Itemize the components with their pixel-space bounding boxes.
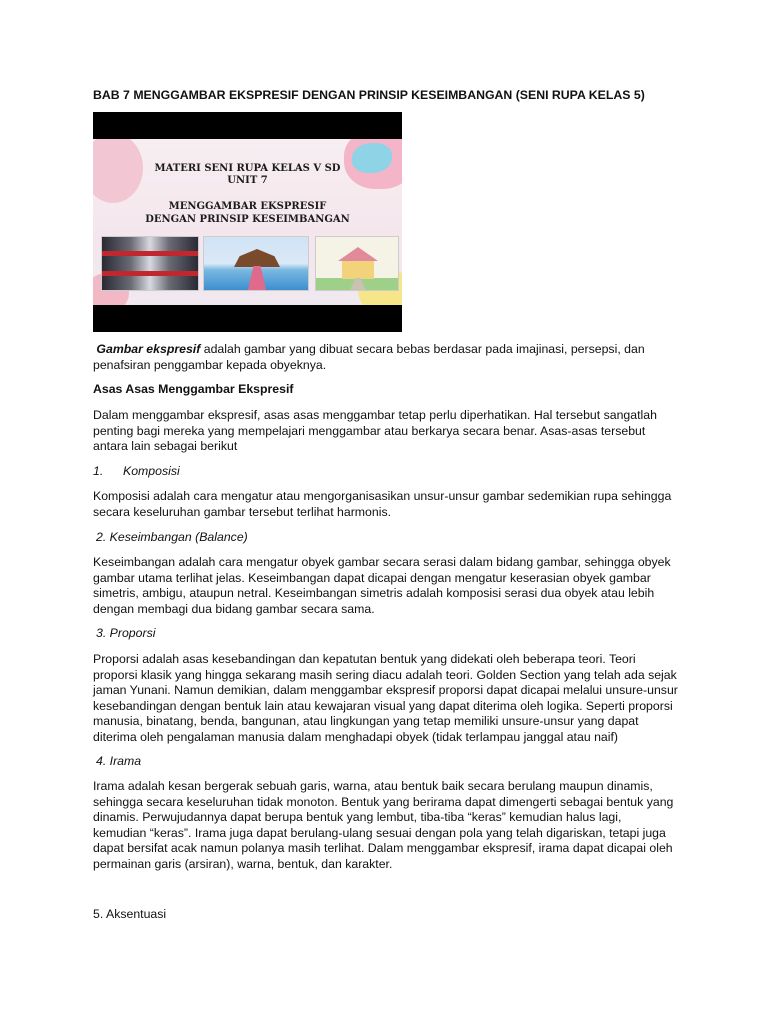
- thumbnail-corridor: [101, 236, 199, 291]
- slide-line-4: DENGAN PRINSIP KESEIMBANGAN: [145, 214, 350, 225]
- path-shape: [248, 266, 266, 290]
- intro-term: Gambar ekspresif: [96, 342, 201, 356]
- thumbnail-pagoda: [203, 236, 309, 291]
- item-4-paragraph: Irama adalah kesan bergerak sebuah garis, warna, atau bentuk baik secara berulang maupun dinamis, sehingga secara keseluruhan tidak monoton. Bentuk yang berirama dapat dimengerti sebagai bentuk yang dinamis. Perwujudannya dapat berupa bentuk yang lembut, tiba-tiba “keras” kemudian halus lagi, kemudian “keras”. Irama juga dapat berulang-ulang sesuai dengan pola yang telah digariskan, tetapi juga dapat bersifat acak namun polanya masih terlihat. Dalam menggambar ekspresif, irama dapat dicapai oleh permainan garis (arsiran), warna, bentuk, dan karakter.: [93, 779, 674, 871]
- item-1-number: 1.: [93, 464, 104, 478]
- asas-paragraph: Dalam menggambar ekspresif, asas asas menggambar tetap perlu diperhatikan. Hal tersebut sangatlah penting bagi mereka yang mempelajari menggambar atau berkarya secara benar. Asas-asas tersebut antara lain sebagai berikut: [93, 408, 657, 453]
- pagoda-shape: [234, 249, 280, 267]
- item-2-heading: 2. Keseimbangan (Balance): [96, 530, 248, 544]
- decor-stripe: [102, 251, 198, 256]
- document-title: BAB 7 MENGGAMBAR EKSPRESIF DENGAN PRINSIP KESEIMBANGAN (SENI RUPA KELAS 5): [93, 88, 645, 102]
- heading-asas: Asas Asas Menggambar Ekspresif: [93, 382, 294, 396]
- slide-line-1: MATERI SENI RUPA KELAS V SD: [154, 163, 341, 174]
- intro-text: adalah gambar yang dibuat secara bebas berdasar pada imajinasi, persepsi, dan penafsiran penggambar kepada obyeknya.: [93, 342, 645, 372]
- item-2-paragraph: Keseimbangan adalah cara mengatur obyek gambar secara serasi dalam bidang gambar, sehingga obyek gambar utama terlihat jelas. Keseimbangan dapat dicapai dengan mengatur keserasian obyek gambar simetris, ambigu, ataupun netral. Keseimbangan simetris adalah komposisi serasi dua obyek atau lebih dengan membagi dua bidang gambar secara sama.: [93, 555, 671, 616]
- item-1-heading: [93, 464, 678, 480]
- item-1-paragraph: Komposisi adalah cara mengatur atau mengorganisasikan unsur-unsur gambar sedemikian rupa sehingga secara keseluruhan gambar tersebut terlihat harmonis.: [93, 489, 672, 519]
- roof-shape: [338, 247, 378, 261]
- item-3-heading: 3. Proporsi: [96, 626, 156, 640]
- item-5-heading: 5. Aksentuasi: [93, 907, 167, 921]
- item-3-paragraph: Proporsi adalah asas kesebandingan dan kepatutan bentuk yang didekati oleh beberapa teori. Teori proporsi klasik yang hingga sekarang masih sering diacu adalah teori. Golden Section yang telah ada sejak jaman Yunani. Namun demikian, dalam menggambar ekspresif proporsi dapat dicapai melalui unsure-unsur kesebandingan dengan bentuk lain atau kewajaran visual yang dapat diterima oleh logika. Seperti proporsi manusia, binatang, benda, bangunan, atau lingkungan yang tetap memiliki unsure-unsur yang dapat diterima oleh pengalaman manusia dalam menghadapi obyek (tidak terlampau janggal atau naif): [93, 652, 678, 744]
- thumbnail-house-drawing: [315, 236, 399, 291]
- slide-line-2: UNIT 7: [227, 175, 268, 186]
- intro-paragraph: [93, 342, 678, 373]
- slide-line-3: MENGGAMBAR EKSPRESIF: [168, 201, 327, 212]
- house-shape: [342, 261, 374, 279]
- item-4-heading: 4. Irama: [96, 754, 142, 768]
- decor-stripe: [102, 271, 198, 276]
- item-1-label: Komposisi: [123, 464, 180, 478]
- cover-image: [93, 112, 402, 332]
- cover-slide: [93, 139, 402, 305]
